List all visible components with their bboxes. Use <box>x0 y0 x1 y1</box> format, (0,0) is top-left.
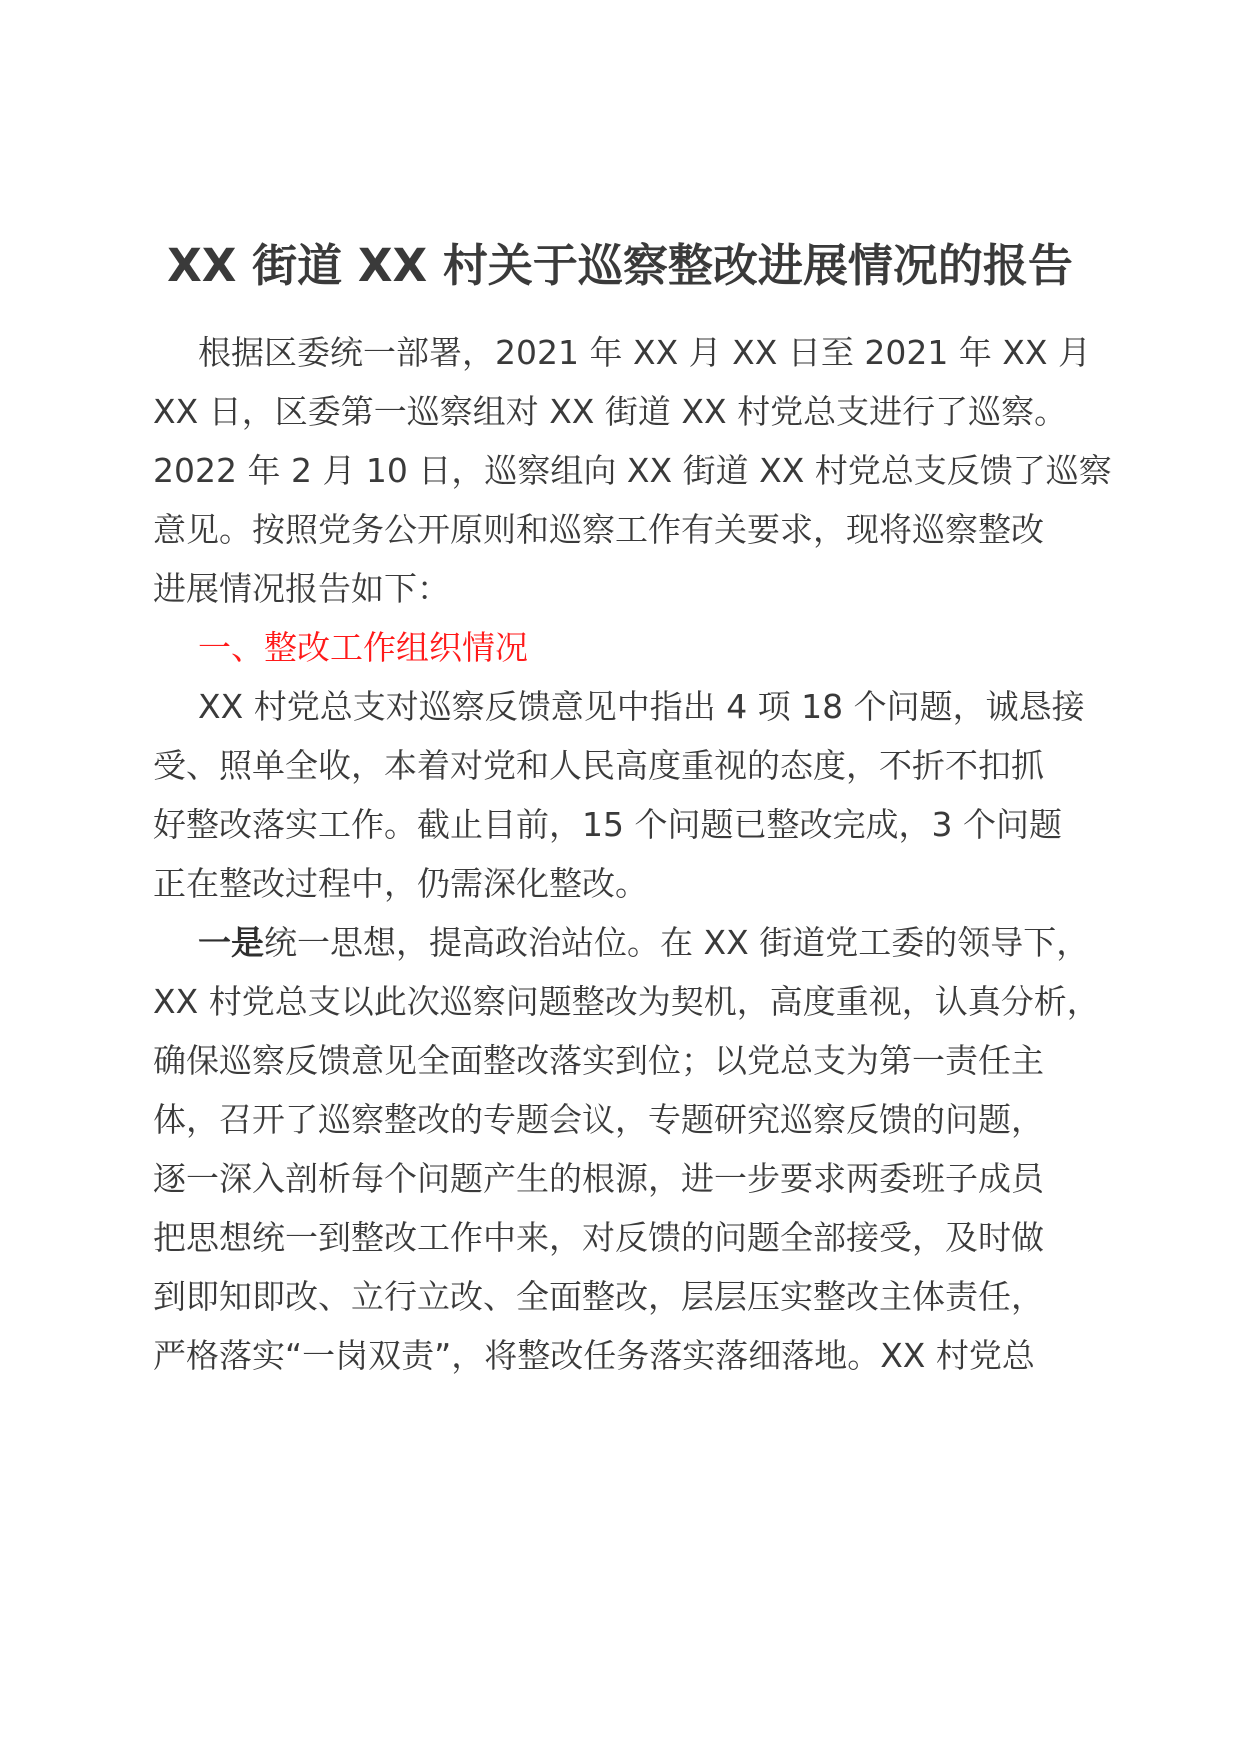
paragraph-1-line-1: 根据区委统一部署，2021 年 XX 月 XX 日至 2021 年 XX 月 <box>198 333 1092 372</box>
paragraph-3-line-8: 严格落实“一岗双责”，将整改任务落实落细落地。XX 村党总 <box>153 1336 1035 1375</box>
paragraph-3-line-1 <box>198 918 1089 968</box>
paragraph-2-line-2: 受、照单全收，本着对党和人民高度重视的态度，不折不扣抓 <box>153 746 1044 785</box>
paragraph-3-line-2: XX 村党总支以此次巡察问题整改为契机，高度重视，认真分析， <box>153 982 1100 1021</box>
paragraph-3-line-6: 把思想统一到整改工作中来，对反馈的问题全部接受，及时做 <box>153 1218 1044 1257</box>
paragraph-1-line-2: XX 日，区委第一巡察组对 XX 街道 XX 村党总支进行了巡察。 <box>153 392 1068 431</box>
paragraph-3-line-1-text: 统一思想，提高政治站位。在 XX 街道党工委的领导下， <box>264 923 1090 962</box>
paragraph-2-line-1: XX 村党总支对巡察反馈意见中指出 4 项 18 个问题，诚恳接 <box>198 687 1085 726</box>
paragraph-3-line-7: 到即知即改、立行立改、全面整改，层层压实整改主体责任， <box>153 1277 1044 1316</box>
paragraph-2-line-4: 正在整改过程中，仍需深化整改。 <box>153 864 648 903</box>
paragraph-2-line-3: 好整改落实工作。截止目前，15 个问题已整改完成，3 个问题 <box>153 805 1062 844</box>
document-title: XX 街道 XX 村关于巡察整改进展情况的报告 <box>167 239 1073 292</box>
paragraph-1-line-5: 进展情况报告如下： <box>153 569 450 608</box>
paragraph-3-line-4: 体，召开了巡察整改的专题会议，专题研究巡察反馈的问题， <box>153 1100 1044 1139</box>
section-heading: 一、整改工作组织情况 <box>198 628 528 667</box>
paragraph-1-line-3: 2022 年 2 月 10 日，巡察组向 XX 街道 XX 村党总支反馈了巡察 <box>153 451 1112 490</box>
paragraph-3-lead: 一是 <box>198 923 264 962</box>
paragraph-3-line-3: 确保巡察反馈意见全面整改落实到位；以党总支为第一责任主 <box>153 1041 1044 1080</box>
paragraph-1-line-4: 意见。按照党务公开原则和巡察工作有关要求，现将巡察整改 <box>153 510 1044 549</box>
paragraph-3-line-5: 逐一深入剖析每个问题产生的根源，进一步要求两委班子成员 <box>153 1159 1044 1198</box>
